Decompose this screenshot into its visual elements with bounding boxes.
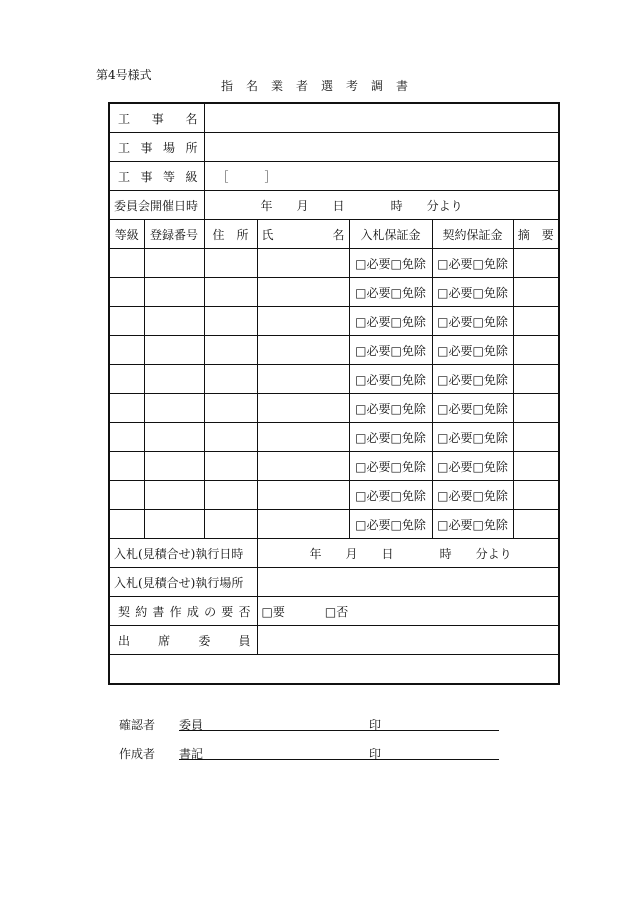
address-cell[interactable] bbox=[204, 510, 257, 539]
exempt-checkbox[interactable]: □免除 bbox=[472, 430, 508, 445]
col-registration-number: 登録番号 bbox=[144, 220, 204, 249]
document-title: 指名業者選考調書 bbox=[220, 79, 421, 93]
execution-place-label: 入札(見積合せ)執行場所 bbox=[109, 568, 257, 597]
name-cell[interactable] bbox=[257, 278, 349, 307]
confirmer-role: 委員 bbox=[179, 718, 204, 732]
col-name-left: 氏 bbox=[261, 227, 274, 242]
vendor-row bbox=[109, 394, 559, 423]
name-cell[interactable] bbox=[257, 249, 349, 278]
grade-cell[interactable] bbox=[109, 249, 144, 278]
exempt-checkbox[interactable]: □免除 bbox=[472, 372, 508, 387]
registration-number-cell[interactable] bbox=[144, 510, 204, 539]
bid-deposit-cell bbox=[349, 423, 432, 452]
address-cell[interactable] bbox=[204, 394, 257, 423]
exempt-checkbox[interactable]: □免除 bbox=[472, 517, 508, 532]
registration-number-cell[interactable] bbox=[144, 423, 204, 452]
grade-cell[interactable] bbox=[109, 481, 144, 510]
exempt-checkbox[interactable]: □免除 bbox=[390, 459, 426, 474]
construction-grade-label: 工事等級 bbox=[109, 162, 204, 191]
required-checkbox[interactable]: □必要 bbox=[355, 256, 391, 271]
remarks-cell[interactable] bbox=[513, 452, 559, 481]
name-cell[interactable] bbox=[257, 481, 349, 510]
required-checkbox[interactable]: □必要 bbox=[437, 256, 473, 271]
exempt-checkbox[interactable]: □免除 bbox=[390, 430, 426, 445]
exempt-checkbox[interactable]: □免除 bbox=[472, 314, 508, 329]
required-checkbox[interactable]: □必要 bbox=[355, 285, 391, 300]
exempt-checkbox[interactable]: □免除 bbox=[390, 343, 426, 358]
registration-number-cell[interactable] bbox=[144, 249, 204, 278]
remarks-cell[interactable] bbox=[513, 394, 559, 423]
vendor-row bbox=[109, 249, 559, 278]
meeting-day: 日 bbox=[332, 198, 345, 213]
contract-deposit-cell bbox=[432, 394, 513, 423]
name-cell[interactable] bbox=[257, 336, 349, 365]
meeting-month: 月 bbox=[296, 198, 309, 213]
name-cell[interactable] bbox=[257, 452, 349, 481]
creator-role: 書記 bbox=[179, 747, 204, 761]
bid-deposit-cell bbox=[349, 452, 432, 481]
execution-day: 日 bbox=[381, 546, 394, 561]
address-cell[interactable] bbox=[204, 452, 257, 481]
bid-deposit-cell bbox=[349, 307, 432, 336]
address-cell[interactable] bbox=[204, 307, 257, 336]
required-checkbox[interactable]: □必要 bbox=[355, 401, 391, 416]
remarks-cell[interactable] bbox=[513, 249, 559, 278]
blank-field[interactable] bbox=[109, 655, 559, 685]
required-checkbox[interactable]: □必要 bbox=[437, 372, 473, 387]
grade-cell[interactable] bbox=[109, 278, 144, 307]
construction-site-field[interactable] bbox=[204, 133, 559, 162]
construction-name-row bbox=[109, 103, 559, 133]
meeting-hour: 時 bbox=[390, 198, 403, 213]
col-contract-deposit: 契約保証金 bbox=[432, 220, 513, 249]
blank-row bbox=[109, 655, 559, 685]
name-cell[interactable] bbox=[257, 365, 349, 394]
exempt-checkbox[interactable]: □免除 bbox=[390, 314, 426, 329]
grade-cell[interactable] bbox=[109, 510, 144, 539]
construction-name-field[interactable] bbox=[204, 103, 559, 133]
col-bid-deposit: 入札保証金 bbox=[349, 220, 432, 249]
address-cell[interactable] bbox=[204, 249, 257, 278]
required-checkbox[interactable]: □必要 bbox=[355, 459, 391, 474]
grade-cell[interactable] bbox=[109, 394, 144, 423]
attending-members-label: 出 席 委 員 bbox=[109, 626, 257, 655]
grade-cell[interactable] bbox=[109, 452, 144, 481]
address-cell[interactable] bbox=[204, 336, 257, 365]
col-address: 住 所 bbox=[204, 220, 257, 249]
construction-grade-row bbox=[109, 162, 559, 191]
contract-doc-row bbox=[109, 597, 559, 626]
required-checkbox[interactable]: □必要 bbox=[437, 285, 473, 300]
required-checkbox[interactable]: □必要 bbox=[437, 430, 473, 445]
required-checkbox[interactable]: □必要 bbox=[437, 343, 473, 358]
execution-hour: 時 bbox=[439, 546, 452, 561]
creator-signature bbox=[119, 745, 382, 762]
exempt-checkbox[interactable]: □免除 bbox=[472, 401, 508, 416]
contract-doc-no-checkbox[interactable]: □否 bbox=[324, 604, 349, 619]
vendor-row bbox=[109, 365, 559, 394]
registration-number-cell[interactable] bbox=[144, 365, 204, 394]
address-cell[interactable] bbox=[204, 481, 257, 510]
bid-deposit-cell bbox=[349, 336, 432, 365]
address-cell[interactable] bbox=[204, 423, 257, 452]
vendor-row bbox=[109, 423, 559, 452]
selection-report-table bbox=[108, 102, 560, 685]
remarks-cell[interactable] bbox=[513, 481, 559, 510]
registration-number-cell[interactable] bbox=[144, 278, 204, 307]
exempt-checkbox[interactable]: □免除 bbox=[390, 517, 426, 532]
required-checkbox[interactable]: □必要 bbox=[437, 401, 473, 416]
contract-doc-field bbox=[257, 597, 559, 626]
creator-signature-line[interactable] bbox=[179, 759, 499, 760]
exempt-checkbox[interactable]: □免除 bbox=[472, 256, 508, 271]
contract-deposit-cell bbox=[432, 249, 513, 278]
registration-number-cell[interactable] bbox=[144, 452, 204, 481]
grade-cell[interactable] bbox=[109, 336, 144, 365]
remarks-cell[interactable] bbox=[513, 307, 559, 336]
exempt-checkbox[interactable]: □免除 bbox=[390, 256, 426, 271]
required-checkbox[interactable]: □必要 bbox=[355, 488, 391, 503]
exempt-checkbox[interactable]: □免除 bbox=[390, 372, 426, 387]
col-name-right: 名 bbox=[332, 227, 345, 242]
registration-number-cell[interactable] bbox=[144, 394, 204, 423]
vendor-row bbox=[109, 510, 559, 539]
confirmer-label: 確認者 bbox=[119, 718, 156, 732]
name-cell[interactable] bbox=[257, 510, 349, 539]
contract-deposit-cell bbox=[432, 452, 513, 481]
required-checkbox[interactable]: □必要 bbox=[355, 430, 391, 445]
exempt-checkbox[interactable]: □免除 bbox=[472, 488, 508, 503]
grade-cell[interactable] bbox=[109, 423, 144, 452]
address-cell[interactable] bbox=[204, 278, 257, 307]
col-grade: 等級 bbox=[109, 220, 144, 249]
bid-deposit-cell bbox=[349, 510, 432, 539]
contract-deposit-cell bbox=[432, 307, 513, 336]
vendor-row bbox=[109, 307, 559, 336]
remarks-cell[interactable] bbox=[513, 365, 559, 394]
remarks-cell[interactable] bbox=[513, 278, 559, 307]
creator-seal: 印 bbox=[369, 747, 382, 761]
address-cell[interactable] bbox=[204, 365, 257, 394]
execution-datetime-label: 入札(見積合せ)執行日時 bbox=[109, 539, 257, 568]
contract-doc-label: 契約書作成の要否 bbox=[109, 597, 257, 626]
meeting-datetime-label: 委員会開催日時 bbox=[109, 191, 204, 220]
contract-deposit-cell bbox=[432, 481, 513, 510]
name-cell[interactable] bbox=[257, 394, 349, 423]
contract-deposit-cell bbox=[432, 336, 513, 365]
meeting-datetime-field[interactable] bbox=[204, 191, 559, 220]
attending-members-field[interactable] bbox=[257, 626, 559, 655]
bid-deposit-cell bbox=[349, 394, 432, 423]
execution-place-row bbox=[109, 568, 559, 597]
required-checkbox[interactable]: □必要 bbox=[437, 517, 473, 532]
confirmer-signature bbox=[119, 716, 382, 733]
column-header-row bbox=[109, 220, 559, 249]
registration-number-cell[interactable] bbox=[144, 307, 204, 336]
execution-year: 年 bbox=[309, 546, 322, 561]
execution-datetime-field[interactable] bbox=[257, 539, 559, 568]
exempt-checkbox[interactable]: □免除 bbox=[472, 459, 508, 474]
construction-site-label: 工事場所 bbox=[109, 133, 204, 162]
remarks-cell[interactable] bbox=[513, 510, 559, 539]
grade-cell[interactable] bbox=[109, 307, 144, 336]
execution-month: 月 bbox=[345, 546, 358, 561]
meeting-minute: 分より bbox=[426, 198, 463, 213]
contract-deposit-cell bbox=[432, 365, 513, 394]
bid-deposit-cell bbox=[349, 365, 432, 394]
required-checkbox[interactable]: □必要 bbox=[355, 372, 391, 387]
execution-minute: 分より bbox=[475, 546, 512, 561]
vendor-row bbox=[109, 336, 559, 365]
contract-doc-yes-checkbox[interactable]: □要 bbox=[261, 604, 285, 619]
required-checkbox[interactable]: □必要 bbox=[437, 314, 473, 329]
exempt-checkbox[interactable]: □免除 bbox=[390, 488, 426, 503]
grade-brackets: ［ ］ bbox=[216, 169, 277, 184]
creator-label: 作成者 bbox=[119, 747, 156, 761]
registration-number-cell[interactable] bbox=[144, 481, 204, 510]
vendor-row bbox=[109, 278, 559, 307]
confirmer-seal: 印 bbox=[369, 718, 382, 732]
grade-cell[interactable] bbox=[109, 365, 144, 394]
contract-deposit-cell bbox=[432, 510, 513, 539]
vendor-row bbox=[109, 452, 559, 481]
col-remarks: 摘 要 bbox=[513, 220, 559, 249]
remarks-cell[interactable] bbox=[513, 336, 559, 365]
required-checkbox[interactable]: □必要 bbox=[437, 459, 473, 474]
construction-name-label: 工 事 名 bbox=[109, 103, 204, 133]
construction-site-row bbox=[109, 133, 559, 162]
form-number: 第4号様式 bbox=[96, 68, 152, 82]
contract-deposit-cell bbox=[432, 423, 513, 452]
meeting-datetime-row bbox=[109, 191, 559, 220]
execution-place-field[interactable] bbox=[257, 568, 559, 597]
required-checkbox[interactable]: □必要 bbox=[355, 517, 391, 532]
exempt-checkbox[interactable]: □免除 bbox=[472, 343, 508, 358]
name-cell[interactable] bbox=[257, 307, 349, 336]
exempt-checkbox[interactable]: □免除 bbox=[472, 285, 508, 300]
meeting-year: 年 bbox=[260, 198, 273, 213]
confirmer-signature-line[interactable] bbox=[179, 730, 499, 731]
vendor-row bbox=[109, 481, 559, 510]
bid-deposit-cell bbox=[349, 278, 432, 307]
col-name bbox=[257, 220, 349, 249]
registration-number-cell[interactable] bbox=[144, 336, 204, 365]
execution-datetime-row bbox=[109, 539, 559, 568]
exempt-checkbox[interactable]: □免除 bbox=[390, 401, 426, 416]
required-checkbox[interactable]: □必要 bbox=[437, 488, 473, 503]
vendor-rows bbox=[109, 249, 559, 539]
remarks-cell[interactable] bbox=[513, 423, 559, 452]
required-checkbox[interactable]: □必要 bbox=[355, 343, 391, 358]
bid-deposit-cell bbox=[349, 249, 432, 278]
contract-deposit-cell bbox=[432, 278, 513, 307]
attending-members-row bbox=[109, 626, 559, 655]
name-cell[interactable] bbox=[257, 423, 349, 452]
exempt-checkbox[interactable]: □免除 bbox=[390, 285, 426, 300]
bid-deposit-cell bbox=[349, 481, 432, 510]
construction-grade-field[interactable] bbox=[204, 162, 559, 191]
required-checkbox[interactable]: □必要 bbox=[355, 314, 391, 329]
